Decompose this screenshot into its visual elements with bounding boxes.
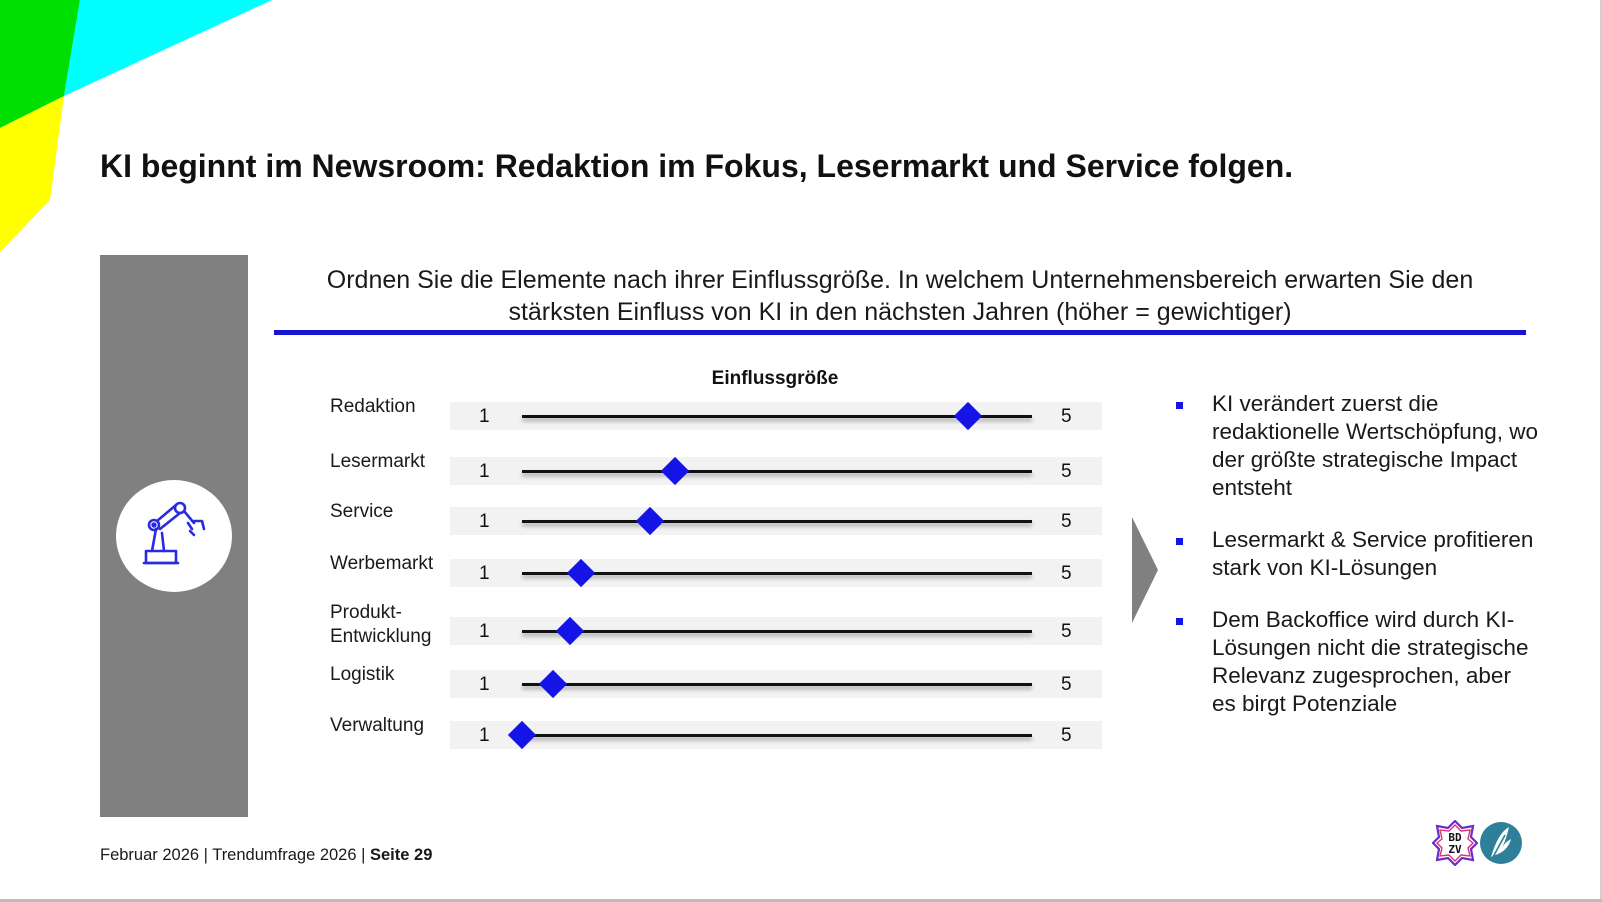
scale-max-label: 5	[1061, 511, 1072, 532]
chevron-right-icon	[1132, 517, 1158, 623]
question-underline	[274, 330, 1526, 335]
row-label	[330, 552, 433, 576]
slider-track	[522, 734, 1032, 737]
bullet-marker	[1176, 402, 1183, 409]
row-label-line: Entwicklung	[330, 626, 432, 647]
scale-max-label: 5	[1061, 461, 1072, 482]
row-label	[330, 500, 393, 524]
slider-track	[522, 572, 1032, 575]
robot-arm-icon	[140, 499, 212, 571]
bdzv-logo	[1432, 820, 1478, 866]
slider-track	[522, 470, 1032, 473]
scale-max-label: 5	[1061, 725, 1072, 746]
slide-title: KI beginnt im Newsroom: Redaktion im Fokus, Lesermarkt und Service folgen.	[100, 148, 1294, 184]
bdzv-logo-text-bottom: ZV	[1448, 843, 1462, 856]
scale-header: Einflussgröße	[711, 368, 839, 389]
page-number: Seite 29	[370, 846, 433, 864]
finding-item	[1170, 606, 1540, 718]
bullet-marker	[1176, 618, 1183, 625]
finding-text: Lesermarkt & Service profitieren stark von KI-Lösungen	[1212, 527, 1534, 580]
finding-text: KI verändert zuerst die redaktionelle Wertschöpfung, wo der größte strategische Impact entsteht	[1212, 391, 1539, 500]
scale-max-label: 5	[1061, 621, 1072, 642]
scale-min-label: 1	[479, 511, 490, 532]
scale-min-label: 1	[479, 725, 490, 746]
question-line-1: Ordnen Sie die Elemente nach ihrer Einflussgröße. In welchem Unternehmensbereich erwarten Sie den	[326, 266, 1474, 294]
scale-min-label: 1	[479, 563, 490, 584]
scale-max-label: 5	[1061, 406, 1072, 427]
row-label-line: Produkt-	[330, 602, 402, 623]
scale-min-label: 1	[479, 621, 490, 642]
scale-max-label: 5	[1061, 563, 1072, 584]
footer	[100, 846, 432, 865]
finding-text: Dem Backoffice wird durch KI-Lösungen nicht die strategische Relevanz zugesprochen, aber es birgt Potenziale	[1212, 607, 1529, 716]
key-findings	[1170, 390, 1540, 742]
row-label	[330, 450, 425, 474]
feather-logo-icon	[1479, 821, 1523, 865]
row-label-line: Service	[330, 501, 394, 522]
corner-decoration	[0, 0, 280, 260]
row-label-line: Redaktion	[330, 396, 416, 417]
slider-track	[522, 630, 1032, 633]
footer-text: Februar 2026 | Trendumfrage 2026 |	[100, 846, 370, 864]
row-label	[330, 601, 431, 649]
bullet-marker	[1176, 538, 1183, 545]
row-label	[330, 714, 424, 738]
row-label-line: Werbemarkt	[330, 553, 434, 574]
question-line-2: stärksten Einfluss von KI in den nächsten Jahren (höher = gewichtiger)	[508, 298, 1292, 326]
scale-min-label: 1	[479, 674, 490, 695]
row-label	[330, 395, 416, 419]
row-label	[330, 663, 394, 687]
scale-max-label: 5	[1061, 674, 1072, 695]
finding-item	[1170, 526, 1540, 582]
row-label-line: Logistik	[330, 664, 395, 685]
slider-track	[522, 520, 1032, 523]
finding-item	[1170, 390, 1540, 502]
scale-min-label: 1	[479, 461, 490, 482]
scale-min-label: 1	[479, 406, 490, 427]
bdzv-logo-text-top: BD	[1448, 831, 1462, 844]
slider-track	[522, 683, 1032, 686]
row-label-line: Lesermarkt	[330, 451, 426, 472]
row-label-line: Verwaltung	[330, 715, 425, 736]
survey-question	[275, 264, 1525, 328]
